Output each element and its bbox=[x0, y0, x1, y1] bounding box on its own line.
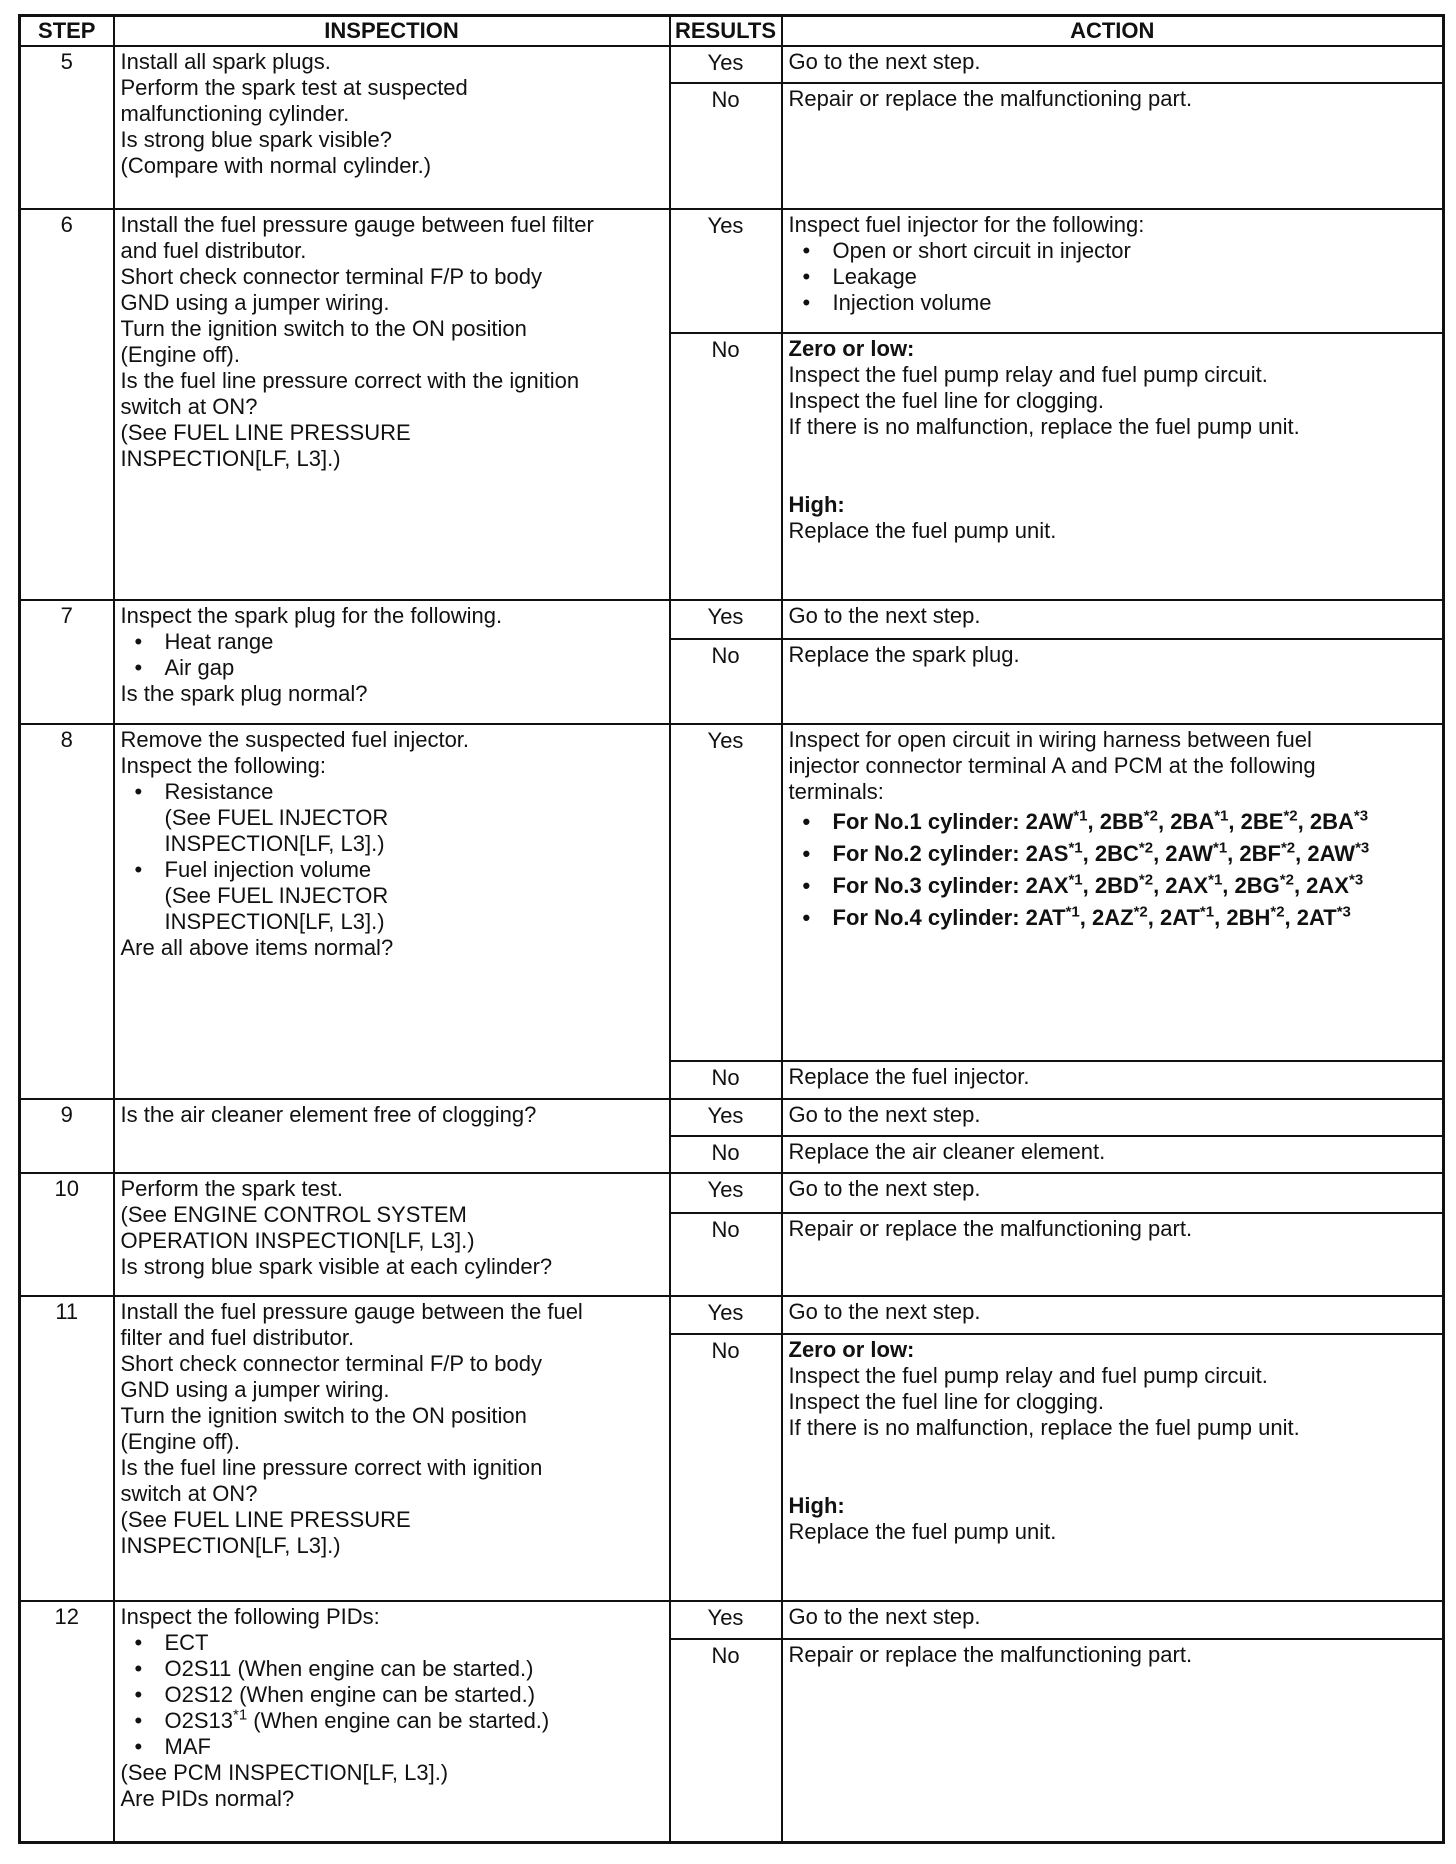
action-line: Inspect the fuel pump relay and fuel pump circuit. bbox=[788, 361, 1268, 387]
action-no: Replace the fuel injector. bbox=[782, 1061, 1444, 1098]
step-7-yes-row bbox=[20, 600, 1444, 638]
diagnostic-procedure-sheet bbox=[18, 14, 1442, 1844]
inspection-line: switch at ON? bbox=[120, 1481, 258, 1507]
action-line: terminals: bbox=[788, 779, 884, 805]
inspection-line: GND using a jumper wiring. bbox=[120, 290, 390, 316]
action-line: If there is no malfunction, replace the fuel pump unit. bbox=[788, 1414, 1300, 1440]
list-item: • Heat range bbox=[121, 629, 663, 655]
action-no bbox=[782, 1334, 1444, 1602]
result-no: No bbox=[670, 1213, 782, 1296]
inspection-line: Install the fuel pressure gauge between fuel filter bbox=[120, 212, 594, 238]
pid-checklist bbox=[121, 1630, 663, 1760]
step-number: 12 bbox=[20, 1601, 114, 1842]
result-no: No bbox=[670, 1136, 782, 1173]
diagnostic-table bbox=[18, 14, 1445, 1844]
step-9-yes-row bbox=[20, 1099, 1444, 1136]
inspection-line: and fuel distributor. bbox=[120, 238, 307, 264]
inspection-line: Short check connector terminal F/P to body bbox=[120, 264, 542, 290]
inspection-line: Short check connector terminal F/P to body bbox=[120, 1351, 542, 1377]
inspection-line: (See PCM INSPECTION[LF, L3].) bbox=[120, 1760, 449, 1786]
step-6-yes-row bbox=[20, 209, 1444, 333]
header-inspection: INSPECTION bbox=[114, 16, 670, 47]
step-number: 7 bbox=[20, 600, 114, 724]
result-yes: Yes bbox=[670, 46, 782, 83]
header-step: STEP bbox=[20, 16, 114, 47]
inspection-line: Is strong blue spark visible? bbox=[120, 127, 392, 152]
result-yes: Yes bbox=[670, 1173, 782, 1213]
reference-line: (See FUEL INJECTOR bbox=[164, 805, 389, 831]
list-item: • MAF bbox=[121, 1734, 663, 1760]
action-yes bbox=[782, 209, 1444, 333]
inspection-line: INSPECTION[LF, L3].) bbox=[120, 446, 341, 472]
inspection-question: Is the spark plug normal? bbox=[120, 681, 368, 707]
result-no: No bbox=[670, 333, 782, 601]
step-9-inspection: Is the air cleaner element free of clogging? bbox=[114, 1099, 670, 1173]
action-line: Replace the fuel pump unit. bbox=[788, 517, 1057, 543]
condition-heading: Zero or low: bbox=[788, 335, 915, 361]
inspection-line: INSPECTION[LF, L3].) bbox=[120, 1533, 341, 1559]
action-line: Inspect the fuel pump relay and fuel pump circuit. bbox=[788, 1362, 1268, 1388]
list-item: • ECT bbox=[121, 1630, 663, 1656]
action-no: Repair or replace the malfunctioning part. bbox=[782, 1213, 1444, 1296]
condition-heading: High: bbox=[788, 1492, 845, 1518]
step-11-yes-row bbox=[20, 1296, 1444, 1333]
inspection-line: Inspect the following PIDs: bbox=[120, 1604, 380, 1630]
list-item: • Open or short circuit in injector bbox=[789, 238, 1437, 264]
spark-plug-checklist bbox=[121, 629, 663, 681]
reference-line: INSPECTION[LF, L3].) bbox=[164, 909, 385, 935]
reference-line: INSPECTION[LF, L3].) bbox=[164, 831, 385, 857]
action-line: Inspect for open circuit in wiring harness between fuel bbox=[788, 727, 1312, 753]
result-no: No bbox=[670, 1334, 782, 1602]
step-11-inspection bbox=[114, 1296, 670, 1601]
step-number: 9 bbox=[20, 1099, 114, 1173]
inspection-line: (See FUEL LINE PRESSURE bbox=[120, 420, 411, 446]
inspection-line: GND using a jumper wiring. bbox=[120, 1377, 390, 1403]
inspection-line: Install all spark plugs. bbox=[120, 49, 331, 74]
step-number: 11 bbox=[20, 1296, 114, 1601]
action-line: injector connector terminal A and PCM at the following bbox=[788, 753, 1316, 779]
condition-heading: Zero or low: bbox=[788, 1336, 915, 1362]
action-no: Repair or replace the malfunctioning part. bbox=[782, 83, 1444, 209]
inspection-line: (Engine off). bbox=[120, 1429, 240, 1455]
step-5-inspection bbox=[114, 46, 670, 209]
injector-checklist bbox=[789, 238, 1437, 316]
action-no: Replace the spark plug. bbox=[782, 639, 1444, 725]
inspection-line: OPERATION INSPECTION[LF, L3].) bbox=[120, 1227, 475, 1253]
action-no bbox=[782, 333, 1444, 601]
action-line: Inspect fuel injector for the following: bbox=[788, 212, 1145, 238]
inspection-line: Remove the suspected fuel injector. bbox=[120, 727, 470, 753]
cylinder-1-terminals: • For No.1 cylinder: 2AW$^{*1}$, 2BB$^{*2}$, 2BA$^{*1}$, 2BE$^{*2}$, 2BA$^{*3}$ bbox=[789, 809, 1437, 835]
action-yes: Go to the next step. bbox=[782, 1099, 1444, 1136]
result-yes: Yes bbox=[670, 724, 782, 1061]
action-yes: Go to the next step. bbox=[782, 46, 1444, 83]
terminal-list bbox=[789, 809, 1437, 931]
action-yes: Go to the next step. bbox=[782, 1601, 1444, 1638]
list-item-label: Fuel injection volume bbox=[164, 857, 372, 883]
inspection-line: Is the fuel line pressure correct with the ignition bbox=[120, 368, 580, 394]
step-10-inspection bbox=[114, 1173, 670, 1297]
action-line: Replace the fuel pump unit. bbox=[788, 1518, 1057, 1544]
result-no: No bbox=[670, 1061, 782, 1098]
list-item: • Leakage bbox=[789, 264, 1437, 290]
step-5-yes-row bbox=[20, 46, 1444, 83]
inspection-line: (Compare with normal cylinder.) bbox=[120, 153, 432, 178]
inspection-line: Install the fuel pressure gauge between the fuel bbox=[120, 1299, 583, 1325]
cylinder-4-terminals: • For No.4 cylinder: 2AT$^{*1}$, 2AZ$^{*2}$, 2AT$^{*1}$, 2BH$^{*2}$, 2AT$^{*3}$ bbox=[789, 905, 1437, 931]
step-number: 5 bbox=[20, 46, 114, 209]
action-yes: Go to the next step. bbox=[782, 1173, 1444, 1213]
step-number: 8 bbox=[20, 724, 114, 1098]
injector-inspection-list bbox=[121, 779, 663, 935]
inspection-line: Is strong blue spark visible at each cylinder? bbox=[120, 1253, 553, 1279]
step-8-yes-row bbox=[20, 724, 1444, 1061]
list-item: • Air gap bbox=[121, 655, 663, 681]
result-yes: Yes bbox=[670, 1601, 782, 1638]
action-no: Repair or replace the malfunctioning part. bbox=[782, 1639, 1444, 1843]
step-7-inspection bbox=[114, 600, 670, 724]
header-action: ACTION bbox=[782, 16, 1444, 47]
result-yes: Yes bbox=[670, 1099, 782, 1136]
list-item: • O2S11 (When engine can be started.) bbox=[121, 1656, 663, 1682]
action-no: Replace the air cleaner element. bbox=[782, 1136, 1444, 1173]
inspection-line: (See FUEL LINE PRESSURE bbox=[120, 1507, 411, 1533]
inspection-line: switch at ON? bbox=[120, 394, 258, 420]
result-yes: Yes bbox=[670, 209, 782, 333]
inspection-line: Perform the spark test. bbox=[120, 1175, 344, 1201]
inspection-line: Is the fuel line pressure correct with ignition bbox=[120, 1455, 543, 1481]
inspection-line: Inspect the following: bbox=[120, 753, 326, 779]
reference-line: (See FUEL INJECTOR bbox=[164, 883, 389, 909]
header-results: RESULTS bbox=[670, 16, 782, 47]
result-no: No bbox=[670, 639, 782, 725]
inspection-question: Are PIDs normal? bbox=[120, 1786, 295, 1812]
step-8-inspection bbox=[114, 724, 670, 1098]
inspection-line: Perform the spark test at suspected bbox=[120, 75, 468, 100]
list-item: • O2S12 (When engine can be started.) bbox=[121, 1682, 663, 1708]
step-12-yes-row bbox=[20, 1601, 1444, 1638]
cylinder-2-terminals: • For No.2 cylinder: 2AS$^{*1}$, 2BC$^{*2}$, 2AW$^{*1}$, 2BF$^{*2}$, 2AW$^{*3}$ bbox=[789, 841, 1437, 867]
step-number: 10 bbox=[20, 1173, 114, 1297]
result-yes: Yes bbox=[670, 1296, 782, 1333]
step-10-yes-row bbox=[20, 1173, 1444, 1213]
inspection-line: (See ENGINE CONTROL SYSTEM bbox=[120, 1201, 467, 1227]
inspection-line: Inspect the spark plug for the following. bbox=[120, 603, 503, 629]
result-no: No bbox=[670, 83, 782, 209]
list-item bbox=[121, 857, 663, 935]
step-number: 6 bbox=[20, 209, 114, 600]
step-6-inspection bbox=[114, 209, 670, 600]
action-line: Inspect the fuel line for clogging. bbox=[788, 1388, 1105, 1414]
action-line: If there is no malfunction, replace the fuel pump unit. bbox=[788, 413, 1300, 439]
list-item: • O2S13$^{*1}$ (When engine can be started.) bbox=[121, 1708, 663, 1734]
action-yes: Go to the next step. bbox=[782, 600, 1444, 638]
result-yes: Yes bbox=[670, 600, 782, 638]
result-no: No bbox=[670, 1639, 782, 1843]
action-yes bbox=[782, 724, 1444, 1061]
inspection-line: Turn the ignition switch to the ON position bbox=[120, 1403, 527, 1429]
header-row bbox=[20, 16, 1444, 47]
inspection-line: (Engine off). bbox=[120, 342, 240, 368]
action-yes: Go to the next step. bbox=[782, 1296, 1444, 1333]
action-line: Inspect the fuel line for clogging. bbox=[788, 387, 1105, 413]
condition-heading: High: bbox=[788, 491, 845, 517]
list-item-label: Resistance bbox=[164, 779, 274, 805]
step-12-inspection bbox=[114, 1601, 670, 1842]
inspection-question: Are all above items normal? bbox=[120, 935, 394, 961]
list-item: • Injection volume bbox=[789, 290, 1437, 316]
inspection-line: malfunctioning cylinder. bbox=[120, 101, 350, 126]
inspection-line: filter and fuel distributor. bbox=[120, 1325, 355, 1351]
inspection-line: Turn the ignition switch to the ON position bbox=[120, 316, 527, 342]
cylinder-3-terminals: • For No.3 cylinder: 2AX$^{*1}$, 2BD$^{*2}$, 2AX$^{*1}$, 2BG$^{*2}$, 2AX$^{*3}$ bbox=[789, 873, 1437, 899]
list-item bbox=[121, 779, 663, 857]
